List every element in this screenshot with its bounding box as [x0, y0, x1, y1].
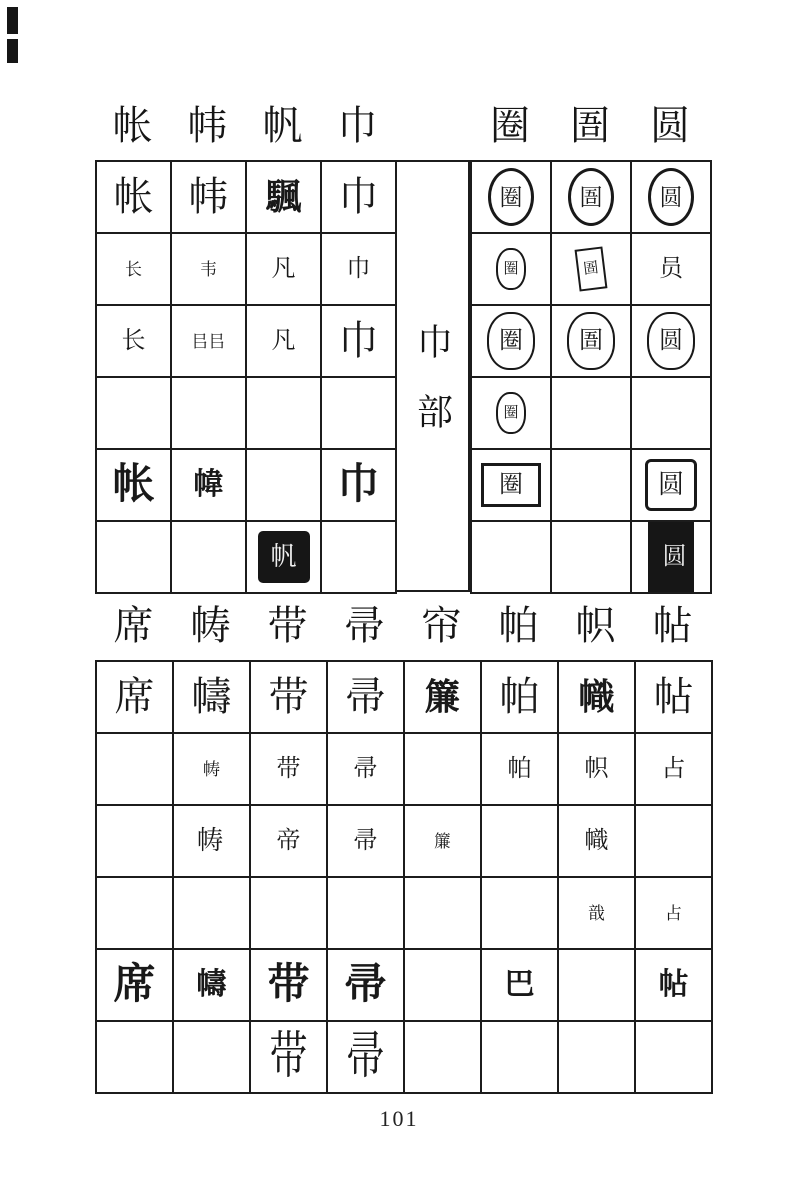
ancient-script-glyph: 圄: [575, 246, 608, 291]
grid-cell: [246, 377, 321, 449]
header-char: 巾: [337, 103, 378, 148]
grid-cell: [173, 1021, 250, 1093]
grid-cell: [635, 949, 712, 1021]
grid-cell: [173, 877, 250, 949]
grid-cell: [246, 521, 321, 593]
header-char: 帆: [262, 103, 303, 148]
ink-mark: [7, 39, 18, 63]
header-char: 圆: [650, 103, 690, 148]
ancient-script-glyph: 帝: [276, 828, 301, 854]
ancient-script-glyph: 圈: [481, 463, 541, 507]
ancient-script-glyph: 圈: [496, 392, 526, 434]
ancient-script-glyph: 簾: [434, 831, 451, 851]
ancient-script-glyph: 占: [661, 756, 686, 782]
ancient-script-glyph: 帏: [188, 174, 229, 219]
grid-cell: [635, 877, 712, 949]
grid-cell: [551, 521, 631, 593]
grid-cell: [173, 805, 250, 877]
bottom-headers: [95, 600, 711, 652]
grid-cell: [404, 877, 481, 949]
ancient-script-glyph: 圄: [567, 312, 615, 370]
grid-cell: [321, 161, 396, 233]
ancient-script-glyph: 帚: [345, 674, 386, 719]
grid-cell: [96, 161, 171, 233]
ancient-script-glyph: 带: [276, 756, 301, 782]
ancient-script-glyph: 巴: [504, 968, 535, 1001]
grid-cell: [481, 661, 558, 733]
grid-cell: [635, 661, 712, 733]
header-char: 帜: [575, 603, 616, 648]
ancient-script-glyph: 帕: [499, 674, 540, 719]
ancient-script-glyph: 席: [113, 962, 156, 1008]
grid-cell: [471, 161, 551, 233]
grid-cell: [327, 877, 404, 949]
grid-cell: [173, 661, 250, 733]
top-headers-left: [95, 100, 395, 152]
header-char: 帱: [190, 603, 231, 648]
grid-cell: [250, 949, 327, 1021]
grid-cell: [481, 733, 558, 805]
header-char: 帚: [344, 603, 385, 648]
radical-label: 巾部: [412, 323, 453, 463]
ancient-script-glyph: 凡: [271, 328, 296, 354]
grid-cell: [631, 305, 711, 377]
grid-cell: [96, 733, 173, 805]
grid-cell: [246, 233, 321, 305]
ancient-script-glyph: 圄: [568, 168, 614, 226]
header-char: 帘: [421, 603, 462, 648]
ancient-script-glyph: 巾: [338, 174, 379, 219]
grid-cell: [471, 233, 551, 305]
ancient-script-glyph: 圈: [487, 312, 535, 370]
ancient-script-glyph: 戠: [588, 903, 605, 923]
ancient-script-glyph: 颿: [265, 177, 302, 217]
ancient-script-glyph: 帚: [346, 1028, 385, 1086]
ancient-script-glyph: 帚: [353, 828, 378, 854]
grid-cell: [471, 305, 551, 377]
grid-cell: [631, 521, 711, 593]
grid-cell: [481, 805, 558, 877]
grid-cell: [327, 805, 404, 877]
grid-cell: [96, 805, 173, 877]
grid-cell: [96, 305, 171, 377]
page-number: 101: [379, 1106, 419, 1131]
grid-cell: [327, 1021, 404, 1093]
grid-top-left: [95, 160, 397, 594]
grid-cell: [327, 733, 404, 805]
grid-cell: [171, 161, 246, 233]
ancient-script-glyph: 幬: [196, 968, 227, 1001]
ancient-script-glyph: 㠯㠯: [191, 331, 226, 351]
grid-cell: [558, 733, 635, 805]
grid-cell: [471, 521, 551, 593]
grid-cell: [404, 1021, 481, 1093]
ancient-script-glyph: 员: [659, 256, 683, 282]
ancient-script-glyph: 带: [269, 1028, 308, 1086]
grid-cell: [635, 1021, 712, 1093]
grid-cell: [551, 377, 631, 449]
header-char: 帖: [652, 603, 693, 648]
top-headers-right: [470, 100, 710, 152]
ancient-script-glyph: 帱: [203, 759, 220, 779]
ancient-script-glyph: 长: [125, 259, 142, 279]
header-char: 带: [267, 603, 308, 648]
ancient-script-glyph: 帜: [584, 756, 609, 782]
grid-cell: [551, 233, 631, 305]
radical-label-cell: [395, 160, 470, 592]
ancient-script-glyph: 圈: [488, 168, 534, 226]
ancient-script-glyph: 帚: [344, 962, 387, 1008]
grid-cell: [321, 449, 396, 521]
ancient-script-glyph: 帱: [196, 826, 226, 855]
grid-bottom: [95, 660, 713, 1094]
grid-cell: [481, 1021, 558, 1093]
ancient-script-glyph: 帐: [113, 174, 154, 219]
header-char: 圄: [570, 103, 610, 148]
ancient-script-glyph: 圈: [496, 248, 526, 290]
ancient-script-glyph: 圆: [645, 459, 697, 511]
grid-cell: [250, 733, 327, 805]
grid-cell: [96, 877, 173, 949]
grid-cell: [404, 805, 481, 877]
grid-cell: [173, 733, 250, 805]
ancient-script-glyph: 带: [267, 962, 310, 1008]
grid-cell: [96, 233, 171, 305]
grid-cell: [173, 949, 250, 1021]
header-char: 帐: [112, 103, 153, 148]
grid-top-right: [470, 160, 712, 594]
grid-cell: [551, 161, 631, 233]
grid-cell: [171, 521, 246, 593]
grid-cell: [250, 661, 327, 733]
ancient-script-glyph: 巾: [346, 256, 371, 282]
ancient-script-glyph: 圆: [648, 521, 694, 593]
grid-cell: [250, 805, 327, 877]
ancient-script-glyph: 帖: [658, 968, 689, 1001]
grid-cell: [631, 233, 711, 305]
grid-cell: [250, 877, 327, 949]
grid-cell: [635, 733, 712, 805]
header-char: 帕: [498, 603, 539, 648]
grid-cell: [246, 305, 321, 377]
grid-cell: [404, 949, 481, 1021]
grid-cell: [96, 449, 171, 521]
grid-cell: [250, 1021, 327, 1093]
grid-cell: [246, 161, 321, 233]
grid-cell: [558, 949, 635, 1021]
grid-cell: [551, 305, 631, 377]
grid-cell: [481, 877, 558, 949]
grid-cell: [96, 377, 171, 449]
ancient-script-glyph: 韦: [200, 259, 217, 279]
grid-cell: [327, 661, 404, 733]
grid-cell: [404, 661, 481, 733]
ancient-script-glyph: 幃: [193, 468, 224, 501]
grid-cell: [171, 233, 246, 305]
grid-cell: [631, 449, 711, 521]
grid-cell: [321, 377, 396, 449]
ancient-script-glyph: 帚: [353, 756, 378, 782]
grid-cell: [631, 161, 711, 233]
ancient-script-glyph: 帕: [507, 756, 532, 782]
grid-cell: [96, 661, 173, 733]
grid-cell: [321, 233, 396, 305]
ancient-script-glyph: 占: [665, 903, 682, 923]
grid-cell: [635, 805, 712, 877]
ancient-script-glyph: 长: [121, 328, 146, 354]
grid-cell: [96, 949, 173, 1021]
ancient-script-glyph: 帆: [258, 531, 310, 583]
ancient-script-glyph: 幬: [191, 674, 232, 719]
grid-cell: [481, 949, 558, 1021]
grid-cell: [171, 305, 246, 377]
grid-cell: [471, 449, 551, 521]
grid-cell: [558, 877, 635, 949]
grid-cell: [558, 1021, 635, 1093]
grid-cell: [551, 449, 631, 521]
ancient-script-glyph: 幟: [578, 677, 615, 717]
grid-cell: [96, 1021, 173, 1093]
grid-cell: [327, 949, 404, 1021]
header-char: 帏: [187, 103, 228, 148]
grid-cell: [246, 449, 321, 521]
grid-cell: [404, 733, 481, 805]
grid-cell: [96, 521, 171, 593]
ancient-script-glyph: 簾: [424, 677, 461, 717]
ancient-script-glyph: 帖: [653, 674, 694, 719]
ancient-script-glyph: 幟: [584, 828, 609, 854]
grid-cell: [558, 661, 635, 733]
ancient-script-glyph: 席: [114, 674, 155, 719]
grid-cell: [321, 305, 396, 377]
ancient-script-glyph: 帐: [112, 462, 155, 508]
grid-cell: [171, 449, 246, 521]
ancient-script-glyph: 凡: [271, 256, 296, 282]
grid-cell: [171, 377, 246, 449]
grid-cell: [631, 377, 711, 449]
grid-cell: [321, 521, 396, 593]
ancient-script-glyph: 圆: [647, 312, 695, 370]
ink-mark: [7, 7, 18, 34]
grid-cell: [471, 377, 551, 449]
grid-cell: [558, 805, 635, 877]
ancient-script-glyph: 圆: [648, 168, 694, 226]
header-char: 席: [113, 603, 154, 648]
header-char: 圈: [490, 103, 530, 148]
ancient-script-glyph: 带: [268, 674, 309, 719]
ancient-script-glyph: 巾: [338, 318, 379, 363]
ancient-script-glyph: 巾: [337, 462, 380, 508]
